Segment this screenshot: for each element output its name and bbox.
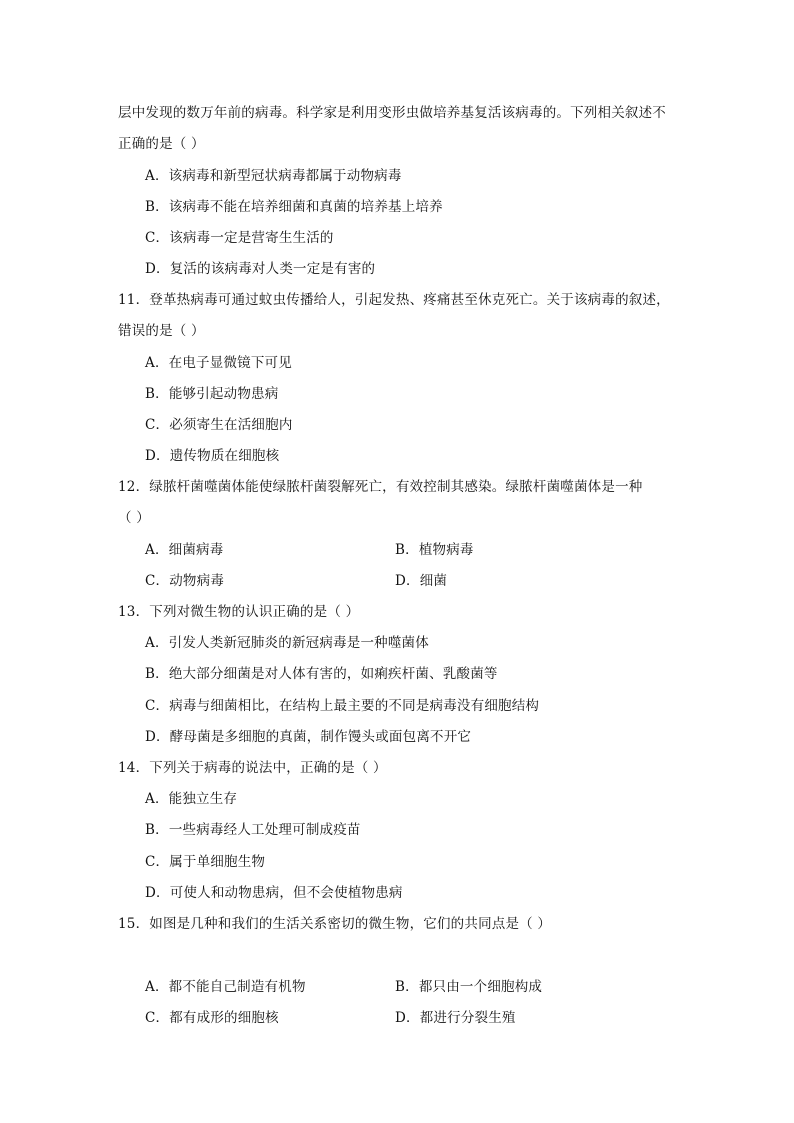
q11-stem-line2: 错误的是（ ）: [118, 323, 205, 339]
q12-stem-line1: 12．绿脓杆菌噬菌体能使绿脓杆菌裂解死亡，有效控制其感染。绿脓杆菌噬菌体是一种: [118, 479, 643, 495]
q11-stem-line1: 11．登革热病毒可通过蚊虫传播给人，引起发热、疼痛甚至休克死亡。关于该病毒的叙述，: [118, 292, 670, 308]
q12-stem-line2: （ ）: [118, 510, 150, 526]
q15-option-a: A．都不能自己制造有机物: [145, 979, 306, 995]
q15-option-d: D．都进行分裂生殖: [395, 1010, 516, 1026]
q15-option-c: C．都有成形的细胞核: [145, 1010, 279, 1026]
q10-option-c: C．该病毒一定是营寄生生活的: [145, 230, 334, 246]
q14-option-d: D．可使人和动物患病，但不会使植物患病: [145, 885, 403, 901]
q15-stem: 15．如图是几种和我们的生活关系密切的微生物，它们的共同点是（ ）: [118, 916, 552, 932]
q10-option-b: B．该病毒不能在培养细菌和真菌的培养基上培养: [145, 199, 443, 215]
q12-option-a: A．细菌病毒: [145, 542, 224, 558]
q15-option-b: B．都只由一个细胞构成: [395, 979, 543, 995]
q14-option-a: A．能独立生存: [145, 791, 238, 807]
q14-stem: 14．下列关于病毒的说法中，正确的是（ ）: [118, 760, 387, 776]
q13-option-b: B．绝大部分细菌是对人体有害的，如痢疾杆菌、乳酸菌等: [145, 666, 498, 682]
q10-option-d: D．复活的该病毒对人类一定是有害的: [145, 261, 376, 277]
q11-option-a: A．在电子显微镜下可见: [145, 355, 292, 371]
q13-option-d: D．酵母菌是多细胞的真菌，制作馒头或面包离不开它: [145, 729, 472, 745]
q12-option-d: D．细菌: [395, 573, 448, 589]
q14-option-b: B．一些病毒经人工处理可制成疫苗: [145, 822, 361, 838]
q12-option-b: B．植物病毒: [395, 542, 474, 558]
q10-stem-line2: 正确的是（ ）: [118, 136, 205, 152]
q11-option-b: B．能够引起动物患病: [145, 386, 279, 402]
q13-option-c: C．病毒与细菌相比，在结构上最主要的不同是病毒没有细胞结构: [145, 698, 540, 714]
q10-option-a: A．该病毒和新型冠状病毒都属于动物病毒: [145, 168, 402, 184]
q13-stem: 13．下列对微生物的认识正确的是（ ）: [118, 604, 360, 620]
q11-option-c: C．必须寄生在活细胞内: [145, 417, 293, 433]
q12-option-c: C．动物病毒: [145, 573, 225, 589]
q14-option-c: C．属于单细胞生物: [145, 854, 266, 870]
q11-option-d: D．遗传物质在细胞核: [145, 448, 280, 464]
q10-stem-line1: 层中发现的数万年前的病毒。科学家是利用变形虫做培养基复活该病毒的。下列相关叙述不: [118, 105, 666, 121]
q13-option-a: A．引发人类新冠肺炎的新冠病毒是一种噬菌体: [145, 635, 429, 651]
